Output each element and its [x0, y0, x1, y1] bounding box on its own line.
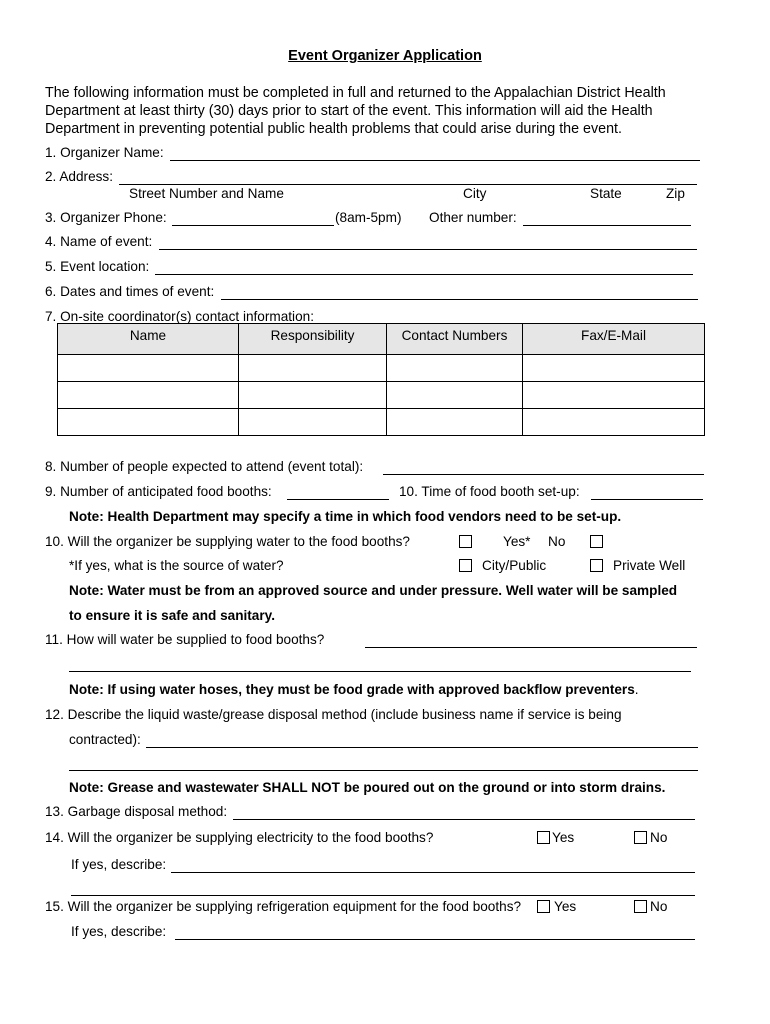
event-location-label: 5. Event location: [45, 259, 150, 274]
table-cell[interactable] [58, 409, 239, 436]
water-method-question: 11. How will water be supplied to food booths? [45, 632, 325, 647]
electricity-no-label: No [650, 830, 668, 845]
address-label: 2. Address: [45, 169, 114, 184]
private-well-checkbox[interactable] [590, 559, 603, 572]
note-grease: Note: Grease and wastewater SHALL NOT be poured out on the ground or into storm drains. [69, 780, 666, 795]
water-yes-checkbox[interactable] [459, 535, 472, 548]
refrigeration-yes-checkbox[interactable] [537, 900, 550, 913]
table-cell[interactable] [387, 355, 523, 382]
water-method-field[interactable] [365, 647, 697, 648]
electricity-yes-checkbox[interactable] [537, 831, 550, 844]
table-cell[interactable] [523, 409, 705, 436]
table-row [58, 409, 705, 436]
event-location-field[interactable] [155, 274, 693, 275]
event-name-field[interactable] [159, 249, 697, 250]
electricity-no-checkbox[interactable] [634, 831, 647, 844]
event-name-label: 4. Name of event: [45, 234, 153, 249]
intro-line-2: Department at least thirty (30) days prior to start of the event. This information will aid the Health [45, 103, 653, 119]
refrigeration-describe-label: If yes, describe: [71, 924, 167, 939]
waste-disposal-field[interactable] [146, 747, 698, 748]
organizer-name-label: 1. Organizer Name: [45, 145, 164, 160]
table-cell[interactable] [387, 382, 523, 409]
city-public-label: City/Public [482, 558, 547, 573]
phone-hours-label: (8am-5pm) [335, 210, 402, 225]
other-number-label: Other number: [429, 210, 517, 225]
note-water-source-2: to ensure it is safe and sanitary. [69, 608, 275, 623]
table-cell[interactable] [523, 382, 705, 409]
event-dates-field[interactable] [221, 299, 698, 300]
food-booths-label: 9. Number of anticipated food booths: [45, 484, 272, 499]
water-yes-label: Yes* [503, 534, 531, 549]
organizer-name-field[interactable] [170, 160, 700, 161]
table-cell[interactable] [58, 355, 239, 382]
waste-disposal-field-2[interactable] [69, 770, 698, 771]
table-cell[interactable] [523, 355, 705, 382]
refrigeration-no-checkbox[interactable] [634, 900, 647, 913]
table-row [58, 355, 705, 382]
electricity-yes-label: Yes [552, 830, 575, 845]
setup-time-field[interactable] [591, 499, 703, 500]
address-field[interactable] [119, 184, 697, 185]
organizer-phone-label: 3. Organizer Phone: [45, 210, 167, 225]
city-public-checkbox[interactable] [459, 559, 472, 572]
electricity-describe-field-2[interactable] [71, 895, 695, 896]
table-cell[interactable] [239, 409, 387, 436]
coordinator-table [57, 323, 705, 436]
waste-disposal-question: 12. Describe the liquid waste/grease disposal method (include business name if service is being [45, 707, 622, 722]
electricity-describe-field[interactable] [171, 872, 695, 873]
zip-label: Zip [666, 186, 685, 201]
col-header-responsibility: Responsibility [239, 324, 387, 355]
col-header-name: Name [58, 324, 239, 355]
table-cell[interactable] [387, 409, 523, 436]
garbage-disposal-field[interactable] [233, 819, 695, 820]
waste-contracted-label: contracted): [69, 732, 141, 747]
food-booths-field[interactable] [287, 499, 389, 500]
table-header-row [58, 324, 705, 355]
col-header-contact-numbers: Contact Numbers [387, 324, 523, 355]
water-method-field-2[interactable] [69, 671, 691, 672]
electricity-describe-label: If yes, describe: [71, 857, 167, 872]
note-setup-time: Note: Health Department may specify a time in which food vendors need to be set-up. [69, 509, 622, 524]
table-cell[interactable] [58, 382, 239, 409]
attendance-field[interactable] [383, 474, 704, 475]
organizer-phone-field[interactable] [172, 225, 334, 226]
state-label: State [590, 186, 622, 201]
attendance-label: 8. Number of people expected to attend (event total): [45, 459, 364, 474]
note-water-hoses: Note: If using water hoses, they must be food grade with approved backflow preventers. [69, 682, 639, 697]
electricity-question: 14. Will the organizer be supplying electricity to the food booths? [45, 830, 434, 845]
water-supply-question: 10. Will the organizer be supplying water to the food booths? [45, 534, 410, 549]
setup-time-label: 10. Time of food booth set-up: [399, 484, 580, 499]
refrigeration-yes-label: Yes [554, 899, 577, 914]
table-cell[interactable] [239, 355, 387, 382]
garbage-disposal-label: 13. Garbage disposal method: [45, 804, 228, 819]
private-well-label: Private Well [613, 558, 686, 573]
water-no-label: No [548, 534, 566, 549]
refrigeration-no-label: No [650, 899, 668, 914]
street-label: Street Number and Name [129, 186, 284, 201]
other-number-field[interactable] [523, 225, 691, 226]
event-dates-label: 6. Dates and times of event: [45, 284, 215, 299]
refrigeration-describe-field[interactable] [175, 939, 695, 940]
city-label: City [463, 186, 487, 201]
note-water-source-1: Note: Water must be from an approved source and under pressure. Well water will be sampled [69, 583, 678, 598]
refrigeration-question: 15. Will the organizer be supplying refrigeration equipment for the food booths? [45, 899, 522, 914]
coordinator-info-label: 7. On-site coordinator(s) contact information: [45, 309, 314, 324]
page-title: Event Organizer Application [288, 48, 482, 64]
intro-line-1: The following information must be completed in full and returned to the Appalachian District Health [45, 85, 666, 101]
intro-line-3: Department in preventing potential public health problems that could arise during the event. [45, 121, 622, 137]
col-header-fax-email: Fax/E-Mail [523, 324, 705, 355]
water-no-checkbox[interactable] [590, 535, 603, 548]
water-source-question: *If yes, what is the source of water? [69, 558, 284, 573]
table-row [58, 382, 705, 409]
table-cell[interactable] [239, 382, 387, 409]
